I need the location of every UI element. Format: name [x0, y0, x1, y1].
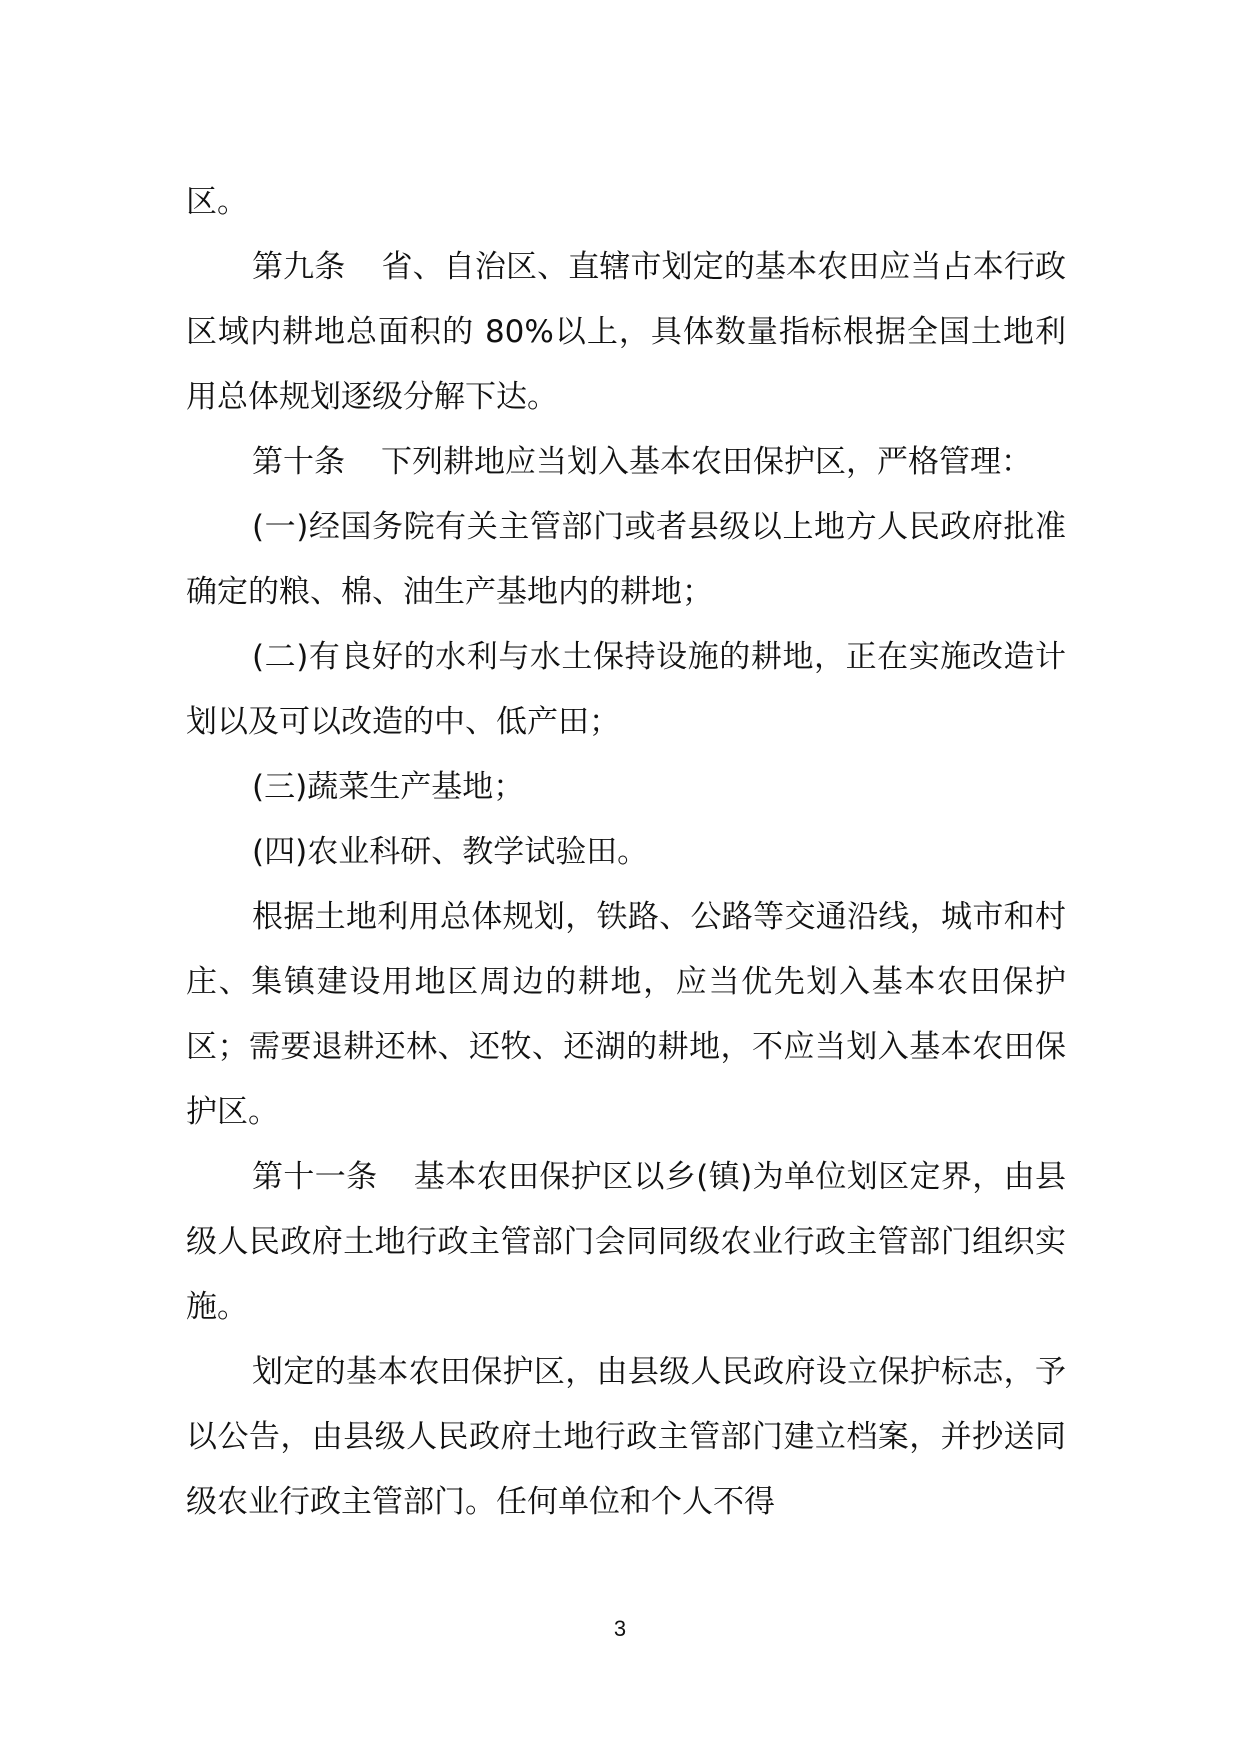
planning-paragraph: [186, 885, 1066, 1145]
paragraph-text: (三)蔬菜生产基地；: [252, 769, 525, 805]
article-11-paragraph: [186, 1145, 1066, 1340]
document-body: [186, 170, 1066, 1535]
paragraph-text: 区。: [186, 184, 248, 220]
paragraph-text: 划定的基本农田保护区，由县级人民政府设立保护标志，予以公告，由县级人民政府土地行政主管部门建立档案，并抄送同级农业行政主管部门。任何单位和个人不得: [186, 1354, 1066, 1520]
article-9-paragraph: [186, 235, 1066, 430]
list-item-2: [186, 625, 1066, 755]
article-number: 第十条: [252, 444, 345, 480]
paragraph-text: (四)农业科研、教学试验田。: [252, 834, 649, 870]
paragraph-text: (一)经国务院有关主管部门或者县级以上地方人民政府批准确定的粮、棉、油生产基地内的耕地；: [186, 509, 1066, 610]
paragraph-text: 省、自治区、直辖市划定的基本农田应当占本行政区域内耕地总面积的 80%以上，具体数量指标根据全国土地利用总体规划逐级分解下达。: [186, 249, 1067, 415]
list-item-3: [186, 755, 1066, 820]
article-number: 第九条: [252, 249, 346, 285]
article-10-paragraph: [186, 430, 1066, 495]
list-item-4: [186, 820, 1066, 885]
paragraph-text: (二)有良好的水利与水土保持设施的耕地，正在实施改造计划以及可以改造的中、低产田；: [186, 639, 1066, 740]
list-item-1: [186, 495, 1066, 625]
paragraph-continuation: [186, 170, 1066, 235]
designation-paragraph: [186, 1340, 1066, 1535]
paragraph-text: 根据土地利用总体规划，铁路、公路等交通沿线，城市和村庄、集镇建设用地区周边的耕地，应当优先划入基本农田保护区；需要退耕还林、还牧、还湖的耕地，不应当划入基本农田保护区。: [186, 899, 1066, 1130]
article-number: 第十一条: [252, 1159, 378, 1195]
paragraph-text: 基本农田保护区以乡(镇)为单位划区定界，由县级人民政府土地行政主管部门会同同级农业行政主管部门组织实施。: [186, 1159, 1067, 1325]
paragraph-text: 下列耕地应当划入基本农田保护区，严格管理：: [381, 444, 1032, 480]
page-number: 3: [613, 1616, 627, 1641]
